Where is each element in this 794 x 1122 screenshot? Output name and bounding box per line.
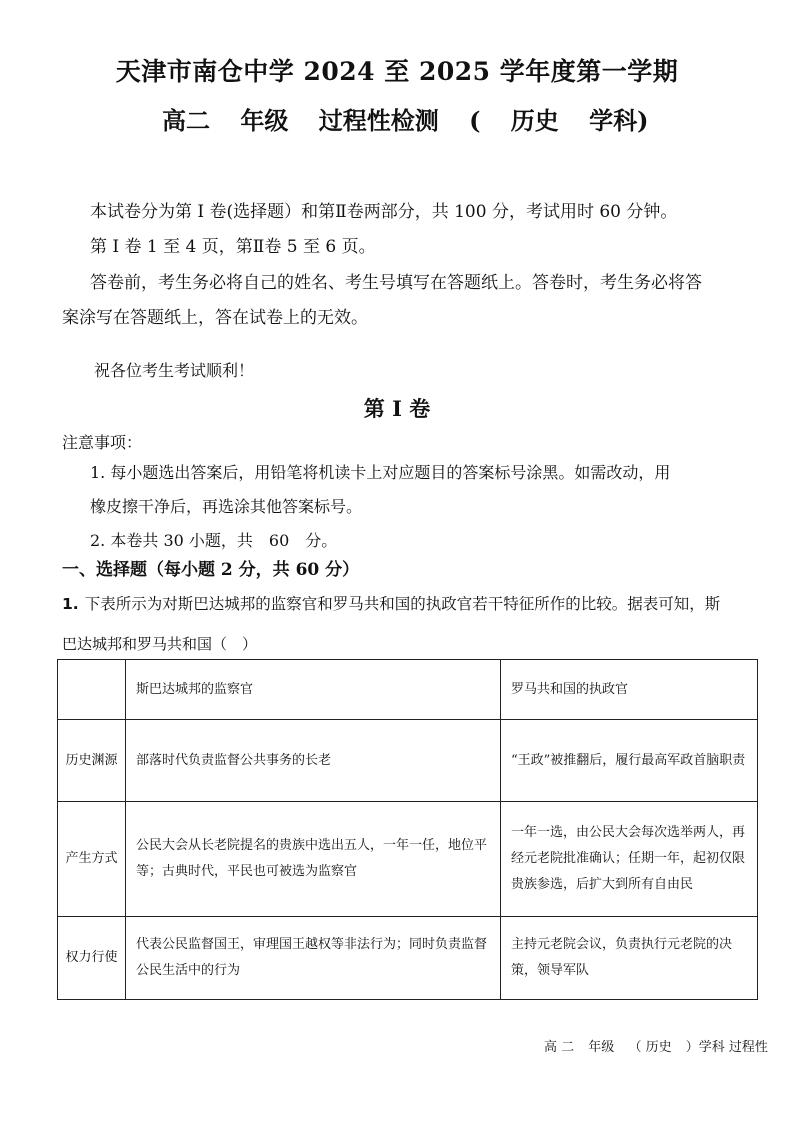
exam-title: 天津市南仓中学 2024 至 2025 学年度第一学期: [115, 57, 679, 86]
row-label: 权力行使: [58, 917, 126, 1000]
intro-line-3a: 答卷前，考生务必将自己的姓名、考生号填写在答题纸上。答卷时，考生务必将答: [90, 273, 702, 293]
cell-rome: 主持元老院会议，负责执行元老院的决策，领导军队: [501, 917, 758, 1000]
header-cell-sparta: 斯巴达城邦的监察官: [126, 660, 501, 720]
subject-name: 历史: [510, 106, 559, 135]
table-row: [58, 917, 758, 1000]
volume-title: 第 I 卷: [363, 396, 431, 421]
note-item-2: 2. 本卷共 30 小题，共 60 分。: [90, 531, 338, 550]
question-1-stem: [62, 592, 720, 614]
question-1-stem-a: 下表所示为对斯巴达城邦的监察官和罗马共和国的执政官若干特征所作的比较。据表可知，斯: [84, 595, 721, 613]
page-footer: [544, 1036, 778, 1055]
intro-line-2: 第 I 卷 1 至 4 页，第Ⅱ卷 5 至 6 页。: [90, 237, 376, 257]
test-type: 过程性检测: [318, 106, 439, 135]
cell-sparta: 部落时代负责监督公共事务的长老: [126, 720, 501, 802]
header-cell-rome: 罗马共和国的执政官: [501, 660, 758, 720]
table-row: [58, 720, 758, 802]
cell-sparta: 代表公民监督国王，审理国王越权等非法行为；同时负责监督公民生活中的行为: [126, 917, 501, 1000]
paren-open: (: [469, 106, 481, 135]
row-label: 历史渊源: [58, 720, 126, 802]
footer-grade: 高 二: [544, 1040, 575, 1055]
footer-subject: （ 历史: [628, 1040, 672, 1055]
exam-subtitle: [162, 101, 671, 136]
good-luck-text: 祝各位考生考试顺利！: [94, 361, 255, 380]
notes-heading: 注意事项：: [62, 433, 143, 452]
section-title: 一、选择题（每小题 2 分，共 60 分）: [62, 560, 360, 580]
cell-sparta: 公民大会从长老院提名的贵族中选出五人，一年一任，地位平等；古典时代，平民也可被选为监察官: [126, 802, 501, 917]
table-header-row: [58, 660, 758, 720]
question-number: 1.: [62, 595, 79, 613]
cell-rome: 一年一选，由公民大会每次选举两人，再经元老院批准确认；任期一年，起初仅限贵族参选，后扩大到所有自由民: [501, 802, 758, 917]
row-label: 产生方式: [58, 802, 126, 917]
grade-label: 高二: [162, 106, 210, 135]
footer-test-type: ）学科 过程性: [685, 1040, 768, 1055]
cell-rome: “王政”被推翻后，履行最高军政首脑职责: [501, 720, 758, 802]
grade-suffix: 年级: [240, 106, 289, 135]
footer-grade-suffix: 年级: [588, 1040, 615, 1055]
comparison-table: [57, 659, 758, 1000]
subject-suffix: 学科): [589, 106, 649, 135]
table-row: [58, 802, 758, 917]
header-cell-empty: [58, 660, 126, 720]
note-item-1a: 1. 每小题选出答案后，用铅笔将机读卡上对应题目的答案标号涂黑。如需改动，用: [90, 463, 671, 482]
intro-line-3b: 案涂写在答题纸上，答在试卷上的无效。: [62, 308, 368, 328]
note-item-1b: 橡皮擦干净后，再选涂其他答案标号。: [90, 497, 363, 516]
intro-line-1: 本试卷分为第 I 卷(选择题）和第Ⅱ卷两部分，共 100 分，考试用时 60 分钟。: [90, 202, 678, 222]
question-1-stem-b: 巴达城邦和罗马共和国（ ）: [62, 635, 258, 653]
